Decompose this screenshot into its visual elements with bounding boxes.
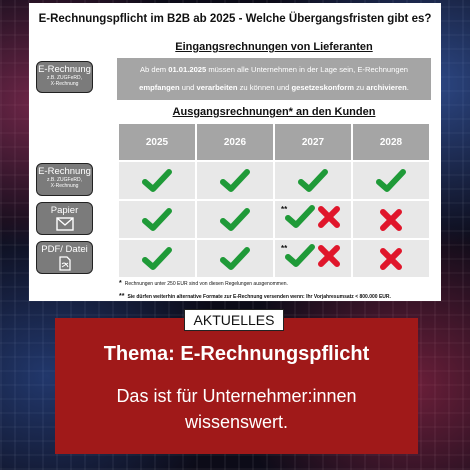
check-icon <box>142 169 172 193</box>
incoming-info-box: Ab dem 01.01.2025 müssen alle Unternehmen in der Lage sein, E-Rechnungen empfangen und verarbeiten zu können und gesetzeskonform zu archivieren. <box>117 58 431 100</box>
double-asterisk: ** <box>281 205 288 214</box>
news-tag: AKTUELLES <box>184 309 284 331</box>
table-cell <box>274 161 352 200</box>
year-header: 2026 <box>196 123 274 161</box>
year-header: 2025 <box>118 123 196 161</box>
panel-subtitle: Das ist für Unternehmer:innen wissenswert. <box>116 386 357 432</box>
cross-icon <box>317 244 341 268</box>
transition-table <box>117 122 431 279</box>
info-card <box>29 3 441 301</box>
table-cell <box>274 200 352 239</box>
table-cell <box>196 200 274 239</box>
label-papier-row: Papier <box>36 202 93 235</box>
cross-icon <box>317 205 341 229</box>
table-cell <box>352 161 430 200</box>
envelope-icon <box>56 217 74 231</box>
pdf-file-icon <box>58 256 72 271</box>
table-cell <box>274 239 352 278</box>
check-icon <box>142 208 172 232</box>
footnote-1: * Rechnungen unter 250 EUR sind von diesen Regelungen ausgenommen. <box>119 280 288 287</box>
section-title-incoming: Eingangsrechnungen von Lieferanten <box>175 41 373 53</box>
footnote-2: ** Sie dürfen weiterhin alternative Formate zur E-Rechnung versenden wenn: Ihr Vorjahresumsatz < 800.000 EUR. <box>119 293 391 300</box>
table-cell <box>352 239 430 278</box>
table-cell <box>352 200 430 239</box>
label-erechnung-incoming: E-Rechnung z.B. ZUGFeRD, X-Rechnung <box>36 61 93 93</box>
check-icon <box>376 169 406 193</box>
check-icon <box>298 169 328 193</box>
table-row <box>118 200 430 239</box>
double-asterisk: ** <box>281 244 288 253</box>
year-header: 2027 <box>274 123 352 161</box>
check-icon <box>220 247 250 271</box>
table-cell <box>118 239 196 278</box>
label-pdf-row: PDF/ Datei <box>36 241 93 274</box>
table-row <box>118 239 430 278</box>
table-row <box>118 161 430 200</box>
check-icon <box>285 244 315 268</box>
check-icon <box>220 169 250 193</box>
table-cell <box>196 239 274 278</box>
card-title: E-Rechnungspflicht im B2B ab 2025 - Welche Übergangsfristen gibt es? <box>38 13 432 25</box>
table-cell <box>196 161 274 200</box>
cross-icon <box>379 247 403 271</box>
table-cell <box>118 161 196 200</box>
year-header: 2028 <box>352 123 430 161</box>
label-erechnung-row: E-Rechnung z.B. ZUGFeRD, X-Rechnung <box>36 163 93 196</box>
section-title-outgoing: Ausgangsrechnungen* an den Kunden <box>172 106 376 118</box>
check-icon <box>285 205 315 229</box>
check-icon <box>220 208 250 232</box>
check-icon <box>142 247 172 271</box>
panel-title: Thema: E-Rechnungspflicht <box>103 343 370 365</box>
cross-icon <box>379 208 403 232</box>
table-cell <box>118 200 196 239</box>
